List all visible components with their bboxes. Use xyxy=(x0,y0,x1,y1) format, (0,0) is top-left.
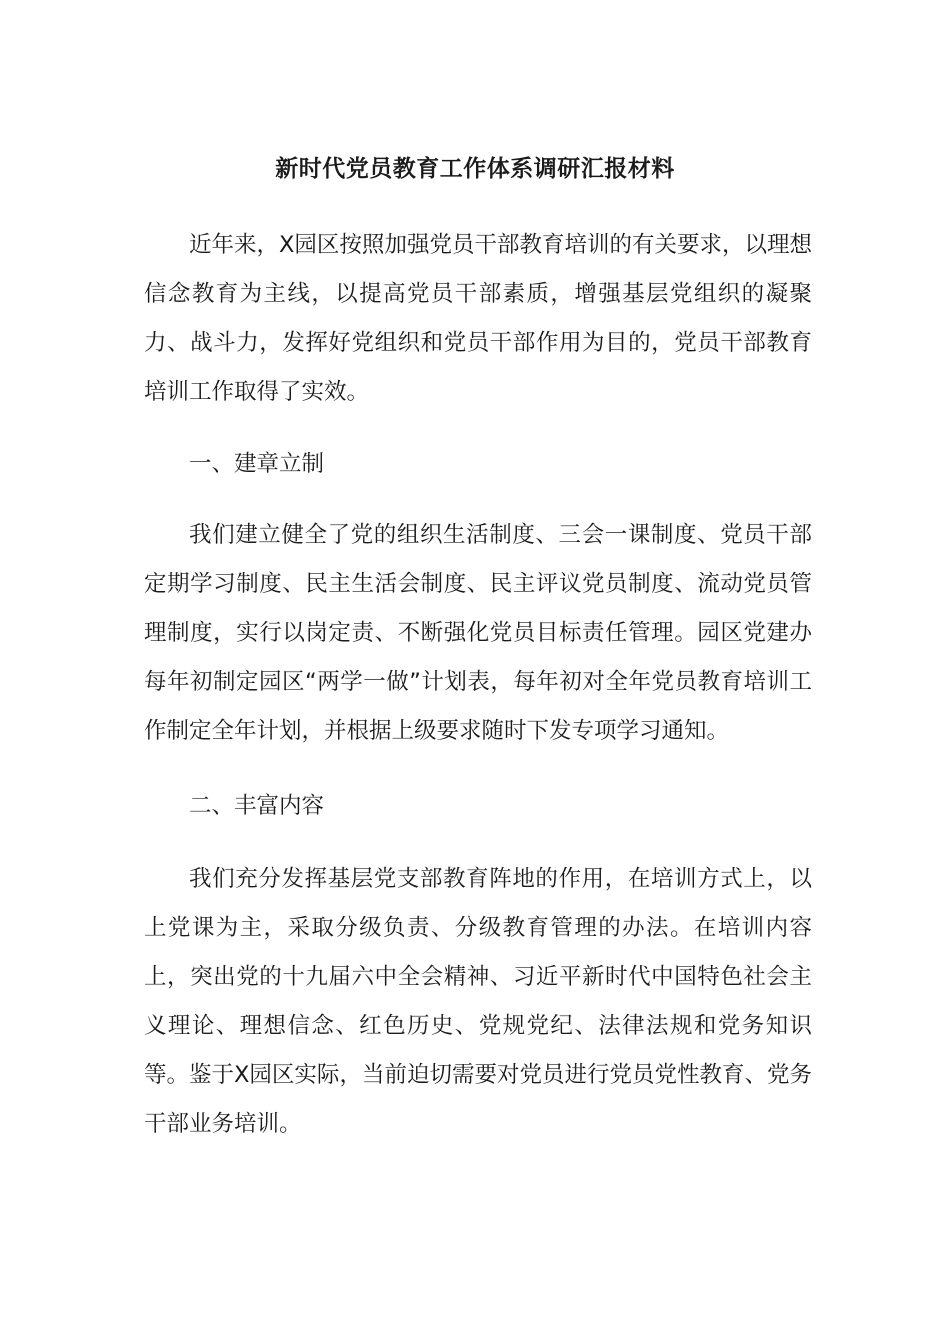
section-body-1: 我们建立健全了党的组织生活制度、三会一课制度、党员干部定期学习制度、民主生活会制度、民主评议党员制度、流动党员管理制度，实行以岗定责、不断强化党员目标责任管理。园区党建办每年初制定园区“两学一做”计划表，每年初对全年党员教育培训工作制定全年计划，并根据上级要求随时下发专项学习通知。 xyxy=(144,522,812,744)
intro-paragraph: 近年来，X园区按照加强党员干部教育培训的有关要求，以理想信念教育为主线，以提高党员干部素质，增强基层党组织的凝聚力、战斗力，发挥好党组织和党员干部作用为目的，党员干部教育培训工作取得了实效。 xyxy=(144,232,812,405)
document-title: 新时代党员教育工作体系调研汇报材料 xyxy=(275,156,675,182)
section-heading-2: 二、丰富内容 xyxy=(189,793,325,819)
section-body-2: 我们充分发挥基层党支部教育阵地的作用，在培训方式上，以上党课为主，采取分级负责、分级教育管理的办法。在培训内容上，突出党的十九届六中全会精神、习近平新时代中国特色社会主义理论、理想信念、红色历史、党规党纪、法律法规和党务知识等。鉴于X园区实际，当前迫切需要对党员进行党员党性教育、党务干部业务培训。 xyxy=(144,866,812,1137)
section-heading-1: 一、建章立制 xyxy=(189,451,325,477)
